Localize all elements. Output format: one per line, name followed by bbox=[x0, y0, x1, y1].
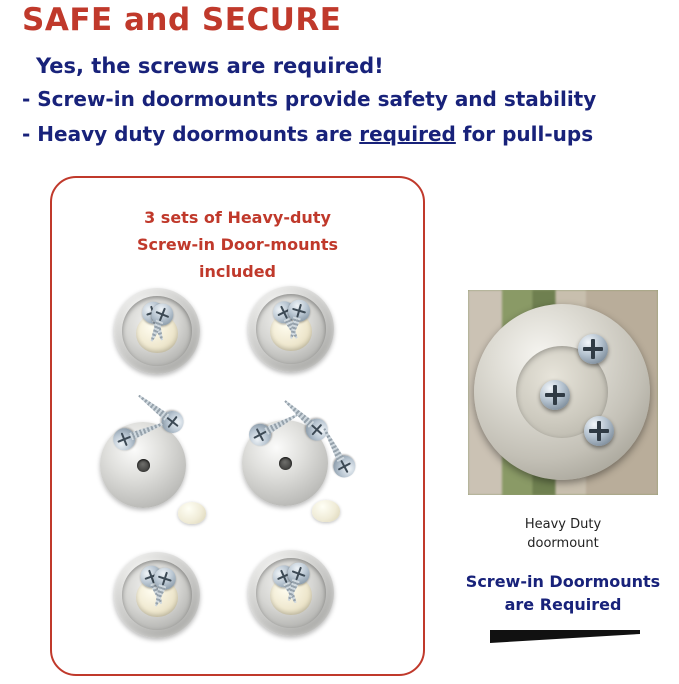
bullet2-emphasis: required bbox=[359, 122, 456, 146]
photo-caption-line-2: doormount bbox=[527, 536, 599, 551]
screw-icon bbox=[584, 416, 614, 446]
divider-wedge bbox=[490, 630, 640, 643]
required-note-line-1: Screw-in Doormounts bbox=[465, 572, 661, 591]
doormount-cup bbox=[114, 552, 200, 638]
plastic-cap bbox=[312, 500, 340, 522]
screw-head bbox=[329, 452, 359, 482]
panel-title-line-2: Screw-in Door-mounts bbox=[136, 235, 339, 254]
product-panel bbox=[50, 176, 425, 676]
panel-title bbox=[52, 204, 423, 285]
photo-caption-line-1: Heavy Duty bbox=[524, 517, 602, 532]
photo-caption bbox=[468, 515, 658, 553]
bullet-item-pullups bbox=[22, 122, 593, 146]
page-title: SAFE and SECURE bbox=[22, 2, 342, 38]
screw-icon bbox=[540, 380, 570, 410]
required-note bbox=[452, 570, 674, 616]
panel-title-line-3: included bbox=[199, 262, 276, 281]
doormount-cup bbox=[114, 288, 200, 374]
screw-icon bbox=[578, 334, 608, 364]
doormount-cup bbox=[248, 286, 334, 372]
screw-shank bbox=[287, 316, 301, 339]
plate-hole bbox=[137, 459, 150, 472]
panel-title-line-1: 3 sets of Heavy-duty bbox=[144, 208, 331, 227]
bullet2-text-after: for pull-ups bbox=[455, 122, 594, 146]
screw-shank bbox=[136, 392, 169, 420]
large-doormount-plate bbox=[474, 304, 650, 480]
bullet2-text-before: - Heavy duty doormounts are bbox=[22, 122, 360, 146]
plastic-cap bbox=[178, 502, 206, 524]
subheading: Yes, the screws are required! bbox=[36, 54, 384, 78]
installed-doormount-photo bbox=[468, 290, 658, 495]
bullet-item-safety: - Screw-in doormounts provide safety and stability bbox=[22, 87, 597, 111]
doormount-cup bbox=[248, 550, 334, 636]
required-note-line-2: are Required bbox=[504, 595, 622, 614]
plate-hole bbox=[279, 457, 292, 470]
